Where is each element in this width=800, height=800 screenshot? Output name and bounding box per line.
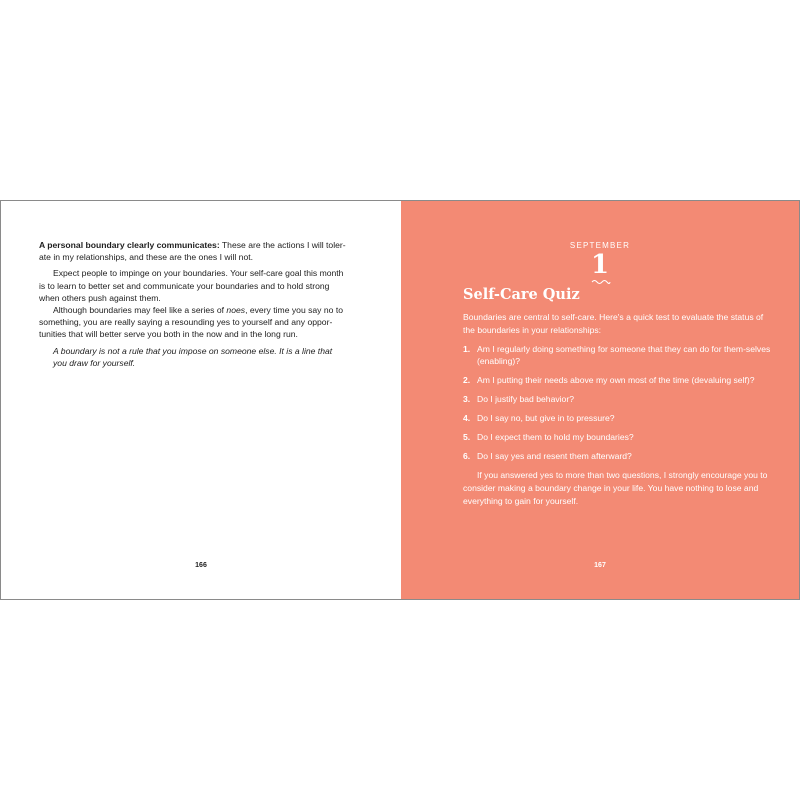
- page-number-right: 167: [594, 562, 606, 569]
- list-item: [463, 374, 773, 387]
- question-text: Am I regularly doing something for someone that they can do for them-selves (enabling)?: [477, 343, 771, 367]
- day-number: 1: [590, 250, 610, 280]
- quiz-intro: Boundaries are central to self-care. Here's a quick test to evaluate the status of the boundaries in your relationships:: [463, 312, 764, 335]
- question-number: 3.: [463, 394, 471, 405]
- squiggle-divider-icon: [591, 279, 611, 285]
- list-item: [463, 393, 773, 406]
- lead-rest: These are the actions I will toler-ate in my relationships, and these are the ones I will not.: [39, 240, 346, 263]
- right-page: [401, 201, 799, 599]
- lead-bold-phrase: A personal boundary clearly communicates:: [39, 240, 220, 250]
- right-page-text: [463, 311, 773, 508]
- paragraph-noes: [39, 304, 347, 341]
- left-page-text: [39, 239, 347, 369]
- question-number: 5.: [463, 432, 471, 443]
- question-text: Do I say yes and resent them afterward?: [477, 451, 632, 462]
- page-number-left: 166: [195, 562, 207, 569]
- list-item: [463, 412, 773, 425]
- month-label: SEPTEMBER: [569, 241, 631, 250]
- closing-paragraph: If you answered yes to more than two questions, I strongly encourage you to consider making a boundary change in your life. You have nothing to lose and everything to gain for yourself.: [463, 470, 768, 506]
- question-text: Am I putting their needs above my own most of the time (devaluing self)?: [477, 375, 755, 386]
- pull-quote: A boundary is not a rule that you impose on someone else. It is a line that you draw for yourself.: [53, 345, 333, 368]
- list-item: [463, 450, 773, 463]
- question-text: Do I expect them to hold my boundaries?: [477, 432, 634, 443]
- left-page: [1, 201, 401, 599]
- list-item: [463, 431, 773, 444]
- question-number: 2.: [463, 375, 471, 386]
- question-text: Do I say no, but give in to pressure?: [477, 413, 615, 424]
- quiz-question-list: [463, 343, 773, 464]
- emphasis-noes: noes: [226, 305, 246, 316]
- paragraph-noes-start: Although boundaries may feel like a series of: [53, 305, 227, 316]
- list-item: [463, 343, 773, 369]
- question-number: 4.: [463, 413, 471, 424]
- quiz-title: Self-Care Quiz: [463, 286, 580, 303]
- lead-paragraph: [39, 239, 347, 263]
- question-number: 1.: [463, 343, 471, 354]
- question-number: 6.: [463, 451, 471, 462]
- question-text: Do I justify bad behavior?: [477, 394, 574, 405]
- book-spread: [0, 200, 800, 600]
- paragraph-goal: Expect people to impinge on your boundaries. Your self-care goal this month is to learn to better set and communicate your boundaries and to hold strong when others push against them.: [39, 268, 344, 303]
- paragraph-noes-end: , every time you say no to something, you are really saying a resounding yes to yourself and any oppor-tunities that will better serve you both in the now and in the long run.: [39, 305, 343, 340]
